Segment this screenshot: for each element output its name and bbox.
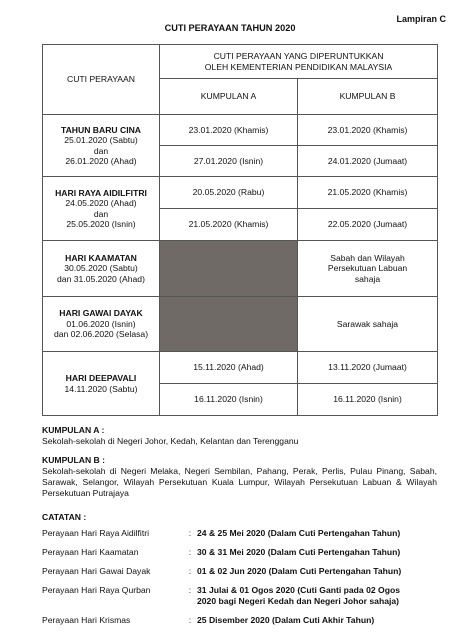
- page-title: CUTI PERAYAAN TAHUN 2020: [164, 23, 296, 33]
- festival-date: dan: [93, 208, 109, 219]
- kumpulan-b-date: 21.05.2020 (Khamis): [298, 177, 438, 209]
- kumpulan-b-note-line: sahaja: [354, 273, 381, 284]
- kumpulan-b-date: 13.11.2020 (Jumaat): [298, 352, 438, 384]
- catatan-value-line: 2020 bagi Negeri Kedah dan Negeri Johor sahaja): [197, 596, 400, 606]
- festival-date: 26.01.2020 (Ahad): [65, 155, 137, 166]
- header-allocated: [160, 45, 438, 79]
- festival-name: TAHUN BARU CINA: [60, 124, 142, 135]
- kumpulan-b-date: 24.01.2020 (Jumaat): [298, 146, 438, 177]
- header-kumpulan-a: KUMPULAN A: [160, 79, 298, 115]
- catatan-separator: :: [188, 528, 192, 538]
- catatan-item: [42, 615, 454, 634]
- festival-name: HARI GAWAI DAYAK: [59, 308, 143, 319]
- catatan-separator: :: [188, 547, 192, 557]
- kumpulan-a-text: Sekolah-sekolah di Negeri Johor, Kedah, Kelantan dan Terengganu: [42, 436, 299, 446]
- kumpulan-b-date: 23.01.2020 (Khamis): [298, 115, 438, 146]
- festival-date: dan 02.06.2020 (Selasa): [53, 329, 149, 340]
- festival-name: HARI RAYA AIDILFITRI: [55, 187, 147, 198]
- festival-cell: [43, 241, 160, 297]
- festival-name: HARI KAAMATAN: [65, 252, 137, 263]
- kumpulan-a-date: 27.01.2020 (Isnin): [160, 146, 298, 177]
- kumpulan-a-date: 21.05.2020 (Khamis): [160, 209, 298, 241]
- catatan-value: 01 & 02 Jun 2020 (Dalam Cuti Pertengahan Tahun): [197, 566, 402, 576]
- catatan-label: Perayaan Hari Kaamatan: [42, 547, 139, 557]
- festival-date: 25.01.2020 (Sabtu): [64, 135, 138, 146]
- catatan-value-line: 31 Julai & 01 Ogos 2020 (Cuti Ganti pada 02 Ogos: [197, 585, 400, 595]
- catatan-label: Perayaan Hari Gawai Dayak: [42, 566, 151, 576]
- kumpulan-b-note-line: Persekutuan Labuan: [327, 263, 408, 274]
- catatan-item: [42, 566, 454, 585]
- festival-cell: [43, 297, 160, 352]
- kumpulan-b-section: [42, 455, 437, 499]
- attachment-label: Lampiran C: [396, 14, 446, 24]
- kumpulan-b-date: 22.05.2020 (Jumaat): [298, 209, 438, 241]
- catatan-separator: :: [188, 615, 192, 625]
- catatan-value: [197, 585, 454, 615]
- header-festival: CUTI PERAYAAN: [43, 45, 160, 115]
- kumpulan-b-heading: KUMPULAN B :: [42, 455, 106, 465]
- catatan-separator: :: [188, 566, 192, 576]
- kumpulan-b-note: Sarawak sahaja: [298, 297, 438, 352]
- catatan-value: 24 & 25 Mei 2020 (Dalam Cuti Pertengahan Tahun): [197, 528, 401, 538]
- catatan-list: [42, 528, 454, 634]
- catatan-item: [42, 547, 454, 566]
- header-allocated-line2: OLEH KEMENTERIAN PENDIDIKAN MALAYSIA: [204, 61, 393, 72]
- kumpulan-a-heading: KUMPULAN A :: [42, 425, 105, 435]
- catatan-item: [42, 585, 454, 615]
- catatan-label: Perayaan Hari Krismas: [42, 615, 131, 625]
- festival-date: 30.05.2020 (Sabtu): [64, 263, 138, 274]
- catatan-label: Perayaan Hari Raya Qurban: [42, 585, 151, 595]
- kumpulan-a-date: 23.01.2020 (Khamis): [160, 115, 298, 146]
- festival-date: 24.05.2020 (Ahad): [65, 198, 137, 209]
- festival-date: dan 31.05.2020 (Ahad): [57, 273, 145, 284]
- not-applicable-cell: [160, 241, 298, 297]
- festival-cell: [43, 115, 160, 177]
- kumpulan-b-note-line: Sabah dan Wilayah: [330, 252, 405, 263]
- catatan-section: [42, 512, 437, 523]
- catatan-value: 30 & 31 Mei 2020 (Dalam Cuti Pertengahan Tahun): [197, 547, 401, 557]
- festival-date: dan: [93, 145, 109, 156]
- header-kumpulan-b: KUMPULAN B: [298, 79, 438, 115]
- kumpulan-a-date: 16.11.2020 (Isnin): [160, 384, 298, 416]
- catatan-separator: :: [188, 585, 192, 595]
- kumpulan-b-date: 16.11.2020 (Isnin): [298, 384, 438, 416]
- catatan-label: Perayaan Hari Raya Aidilfitri: [42, 528, 149, 538]
- kumpulan-b-note: [298, 241, 438, 297]
- festival-cell: [43, 177, 160, 241]
- festival-date: 14.11.2020 (Sabtu): [64, 383, 138, 394]
- kumpulan-b-text: Sekolah-sekolah di Negeri Melaka, Negeri Sembilan, Pahang, Perak, Perlis, Pulau Pinang, Sabah, Sarawak, Selangor, Wilayah Persekutuan Kuala Lumpur, Wilayah Persekutuan Labuan & Wilayah Persekutuan Putrajaya: [42, 466, 437, 498]
- holiday-table: [42, 44, 438, 416]
- festival-date: 25.05.2020 (Isnin): [66, 218, 136, 229]
- catatan-item: [42, 528, 454, 547]
- kumpulan-a-section: [42, 425, 437, 447]
- not-applicable-cell: [160, 297, 298, 352]
- festival-date: 01.06.2020 (Isnin): [66, 318, 136, 329]
- kumpulan-a-date: 20.05.2020 (Rabu): [160, 177, 298, 209]
- kumpulan-a-date: 15.11.2020 (Ahad): [160, 352, 298, 384]
- catatan-heading: CATATAN :: [42, 512, 87, 522]
- catatan-value: 25 Disember 2020 (Dalam Cuti Akhir Tahun): [197, 615, 375, 625]
- festival-name: HARI DEEPAVALI: [65, 373, 137, 384]
- header-allocated-line1: CUTI PERAYAAN YANG DIPERUNTUKKAN: [213, 51, 384, 62]
- festival-cell: [43, 352, 160, 416]
